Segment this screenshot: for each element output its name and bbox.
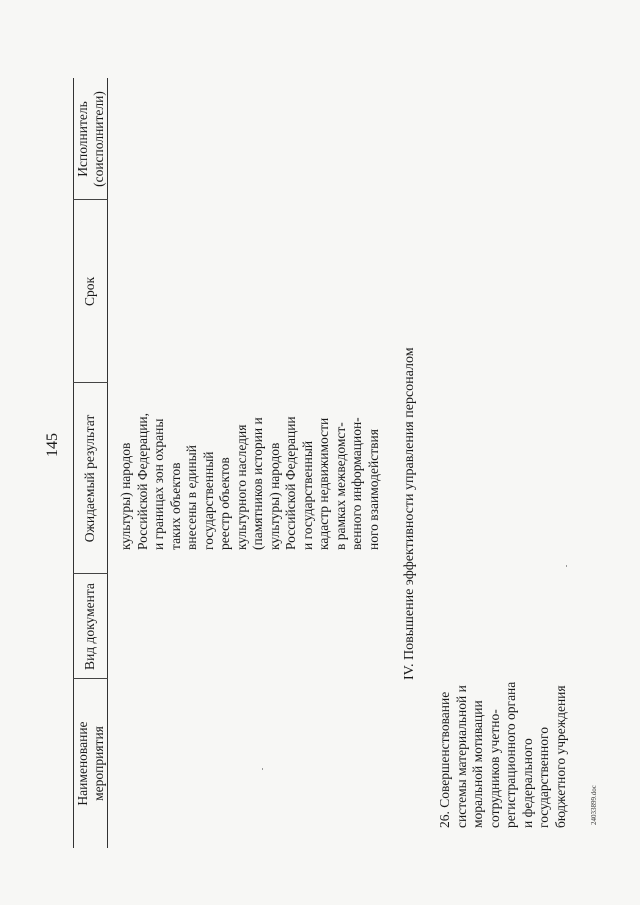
text-line: таких объектов	[167, 462, 183, 550]
scan-speck	[262, 768, 263, 770]
header-line: Вид документа	[82, 583, 97, 670]
text-line: кадастр недвижимости	[316, 417, 331, 550]
section-heading: IV. Повышение эффективности управления персоналом	[402, 347, 417, 680]
text-line: внесены в единый	[184, 445, 199, 550]
scan-speck	[566, 565, 567, 567]
text-line: венного информацион-	[349, 417, 364, 550]
text-line: и границах зон охраны	[151, 418, 166, 550]
text-line: и государственный	[299, 440, 315, 550]
item-26-name	[437, 682, 569, 828]
header-cell-name	[75, 679, 107, 848]
text-line: (памятников истории и	[250, 417, 265, 550]
text-line: культуры) народов	[266, 442, 282, 550]
text-line: культуры) народов	[118, 442, 133, 550]
text-line: бюджетного учреждения	[552, 685, 568, 828]
header-bottom-rule	[107, 78, 108, 848]
expected-result-continuation	[118, 413, 382, 550]
header-cell-executor	[75, 78, 107, 200]
header-cell-doc-type	[82, 574, 98, 679]
header-line: (соисполнители)	[91, 91, 106, 187]
header-top-rule	[73, 78, 74, 848]
text-line: ного взаимодействия	[365, 429, 381, 550]
text-line: в рамках межведомст-	[332, 422, 348, 550]
text-line: системы материальной и	[453, 685, 469, 828]
text-line: государственный	[200, 451, 216, 550]
text-line: Российской Федерации	[283, 416, 298, 550]
text-line: регистрационного органа	[503, 681, 518, 828]
text-line: государственного	[536, 727, 551, 828]
page-number: 145	[44, 433, 61, 457]
header-line: Наименование	[75, 721, 90, 806]
text-line: реестр объектов	[217, 457, 232, 550]
text-line: культурного наследия	[233, 424, 249, 550]
footer-filename: 24033899.doc	[590, 785, 598, 825]
header-line: Исполнитель	[75, 101, 90, 177]
header-line: Срок	[82, 276, 97, 307]
text-line: сотрудников учетно-	[486, 709, 502, 828]
header-line: Ожидаемый результат	[82, 414, 97, 543]
text-line: моральной мотивации	[470, 700, 485, 828]
header-cell-expected-result	[82, 383, 98, 574]
header-cell-deadline	[82, 200, 98, 383]
text-line: и федерального	[519, 738, 535, 828]
header-line: мероприятия	[91, 726, 106, 801]
text-line: 26. Совершенствование	[437, 691, 452, 828]
text-line: Российской Федерации,	[134, 412, 150, 550]
